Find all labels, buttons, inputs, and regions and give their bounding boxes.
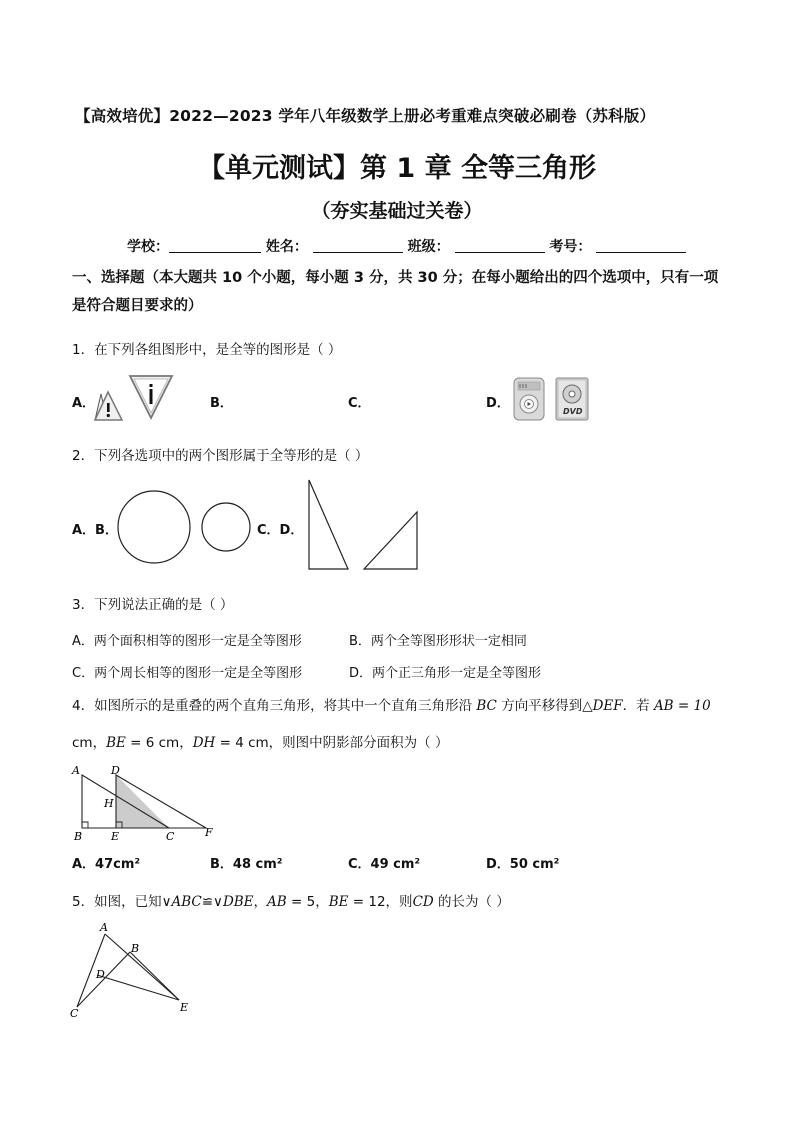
q2-option-ab[interactable]: A．B． bbox=[72, 523, 118, 538]
q5-be: BE bbox=[328, 894, 349, 910]
section-heading: 一、选择题（本大题共 10 个小题，每小题 3 分，共 30 分；在每小题给出的四个选项中，只有一项是符合题目要求的） bbox=[72, 270, 719, 314]
label-a: A bbox=[72, 764, 80, 777]
q2-triangles-figure bbox=[300, 476, 424, 576]
large-circle bbox=[118, 491, 190, 563]
label-h: H bbox=[104, 797, 114, 810]
q5-figure bbox=[64, 920, 204, 1022]
label-c: C bbox=[70, 1007, 79, 1020]
dvd-player-icon bbox=[556, 378, 588, 420]
q3-option-c[interactable]: C．两个周长相等的图形一定是全等图形 bbox=[72, 666, 303, 681]
q4-option-b[interactable]: B．48 cm² bbox=[210, 857, 283, 872]
q1-option-d[interactable]: D． bbox=[486, 396, 510, 411]
q2-circles-figure bbox=[116, 486, 256, 570]
q4-def: DEF bbox=[592, 698, 623, 714]
dvd-label: DVD bbox=[563, 407, 583, 416]
question-1: 1．在下列各组图形中，是全等的图形是（ ） bbox=[72, 342, 342, 358]
q2-option-cd[interactable]: C．D． bbox=[257, 523, 304, 538]
q5-ab: AB bbox=[267, 894, 287, 910]
label-b: B bbox=[74, 830, 83, 843]
tall-triangle bbox=[309, 480, 348, 569]
name-blank[interactable] bbox=[313, 238, 403, 253]
warning-sign-icon bbox=[95, 392, 122, 420]
school-label: 学校： bbox=[127, 239, 169, 255]
label-b: B bbox=[131, 942, 140, 955]
number-blank[interactable] bbox=[596, 238, 686, 253]
q4-bc: BC bbox=[476, 698, 497, 714]
q1-option-c[interactable]: C． bbox=[348, 396, 371, 411]
page-subtitle: （夯实基础过关卷） bbox=[311, 200, 483, 222]
q3-option-d[interactable]: D．两个正三角形一定是全等图形 bbox=[349, 666, 542, 681]
series-title: 【高效培优】2022—2023 学年八年级数学上册必考重难点突破必刷卷（苏科版） bbox=[75, 107, 656, 125]
small-circle bbox=[202, 503, 250, 551]
q1-a-figure bbox=[92, 374, 174, 424]
q4-figure bbox=[66, 760, 226, 844]
question-4-line1: 4．如图所示的是重叠的两个直角三角形，将其中一个直角三角形沿 BC 方向平移得到△DEF．若 AB = 10 bbox=[72, 698, 711, 714]
school-blank[interactable] bbox=[169, 238, 261, 253]
media-player-icon bbox=[514, 378, 544, 420]
question-4-line2: cm，BE = 6 cm，DH = 4 cm，则图中阴影部分面积为（ ） bbox=[72, 735, 449, 751]
number-label: 考号： bbox=[549, 239, 592, 255]
page-title: 【单元测试】第 1 章 全等三角形 bbox=[198, 153, 596, 184]
label-e: E bbox=[180, 1001, 189, 1014]
q4-be: BE bbox=[106, 735, 126, 751]
q4-ab: AB bbox=[653, 698, 674, 714]
label-e: E bbox=[111, 830, 120, 843]
class-label: 班级： bbox=[407, 239, 450, 255]
q1-option-b[interactable]: B． bbox=[210, 396, 233, 411]
label-f: F bbox=[205, 826, 213, 839]
q4-option-c[interactable]: C．49 cm² bbox=[348, 857, 421, 872]
q5-cd: CD bbox=[412, 894, 434, 910]
label-d: D bbox=[96, 968, 105, 981]
q1-option-a[interactable]: A． bbox=[72, 396, 96, 411]
question-2: 2．下列各选项中的两个图形属于全等形的是（ ） bbox=[72, 448, 369, 464]
label-a: A bbox=[100, 921, 108, 934]
q4-option-d[interactable]: D．50 cm² bbox=[486, 857, 560, 872]
class-blank[interactable] bbox=[455, 238, 545, 253]
q5-dbe: DBE bbox=[222, 894, 254, 910]
flat-triangle bbox=[364, 512, 417, 569]
student-info-line bbox=[127, 236, 686, 256]
q3-option-b[interactable]: B．两个全等图形形状一定相同 bbox=[349, 634, 527, 649]
q4-option-a[interactable]: A．47cm² bbox=[72, 857, 141, 872]
label-d: D bbox=[111, 764, 120, 777]
q5-abc: ABC bbox=[171, 894, 202, 910]
name-label: 姓名： bbox=[265, 239, 308, 255]
question-5: 5．如图，已知∨ABC≌∨DBE，AB = 5，BE = 12，则CD 的长为（ ） bbox=[72, 894, 510, 910]
q3-option-a[interactable]: A．两个面积相等的图形一定是全等图形 bbox=[72, 634, 302, 649]
q1-d-figure bbox=[510, 376, 592, 422]
label-c: C bbox=[166, 830, 175, 843]
info-sign-icon bbox=[130, 376, 172, 418]
q4-dh: DH bbox=[192, 735, 216, 751]
question-3: 3．下列说法正确的是（ ） bbox=[72, 597, 234, 613]
